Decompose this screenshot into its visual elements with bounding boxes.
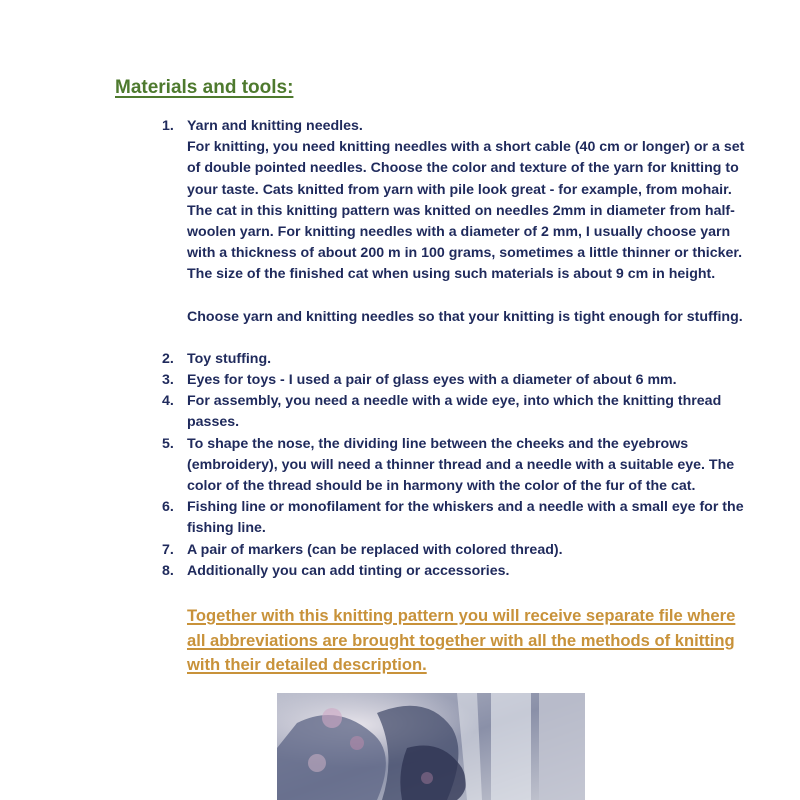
- list-item-text: Toy stuffing.: [187, 350, 272, 367]
- list-item: [162, 434, 752, 498]
- abbreviations-notice: Together with this knitting pattern you will receive separate file where all abbreviations are brought together with all the methods of knitting with their detailed description.: [187, 606, 736, 674]
- list-item-number: 5.: [162, 435, 174, 452]
- list-item-text: To shape the nose, the dividing line between the cheeks and the eyebrows (embroidery), you will need a thinner thread and a needle with a suitable eye. The color of the thread should be in harmony with the color of the fur of the cat.: [187, 435, 735, 495]
- list-item-text: Additionally you can add tinting or accessories.: [187, 562, 510, 579]
- list-item: [162, 116, 752, 328]
- list-item: [162, 370, 752, 391]
- list-item-number: 7.: [162, 541, 174, 558]
- list-item: [162, 349, 752, 370]
- list-item-number: 8.: [162, 562, 174, 579]
- list-item: [162, 561, 752, 582]
- list-item-text: Eyes for toys - I used a pair of glass eyes with a diameter of about 6 mm.: [187, 372, 677, 389]
- list-item-number: 4.: [162, 393, 174, 410]
- list-item-note: Choose yarn and knitting needles so that your knitting is tight enough for stuffing.: [187, 308, 743, 325]
- list-item-text: A pair of markers (can be replaced with colored thread).: [187, 541, 563, 558]
- list-item-text: For assembly, you need a needle with a wide eye, into which the knitting thread passes.: [187, 393, 722, 431]
- list-item: [162, 391, 752, 433]
- list-item-number: 1.: [162, 118, 174, 134]
- list-item-title: Yarn and knitting needles.: [187, 118, 363, 134]
- list-item-body: For knitting, you need knitting needles with a short cable (40 cm or longer) or a set of double pointed needles. Choose the color and texture of the yarn for knitting to your taste. Cats knitted from yarn with pile look great - for example, from mohair. The cat in this knitting pattern was knitted on needles 2mm in diameter from half-woolen yarn. For knitting needles with a diameter of 2 mm, I usually choose yarn with a thickness of about 200 m in 100 grams, sometimes a little thinner or thicker. The size of the finished cat when using such materials is about 9 cm in height.: [187, 139, 745, 283]
- section-heading: Materials and tools:: [115, 77, 294, 98]
- list-item-text: Fishing line or monofilament for the whiskers and a needle with a small eye for the fishing line.: [187, 499, 744, 537]
- list-item-number: 3.: [162, 372, 174, 389]
- list-item: [162, 540, 752, 561]
- photo-image: [277, 693, 585, 800]
- list-item: [162, 497, 752, 539]
- materials-list: [162, 116, 752, 582]
- list-item-number: 6.: [162, 499, 174, 516]
- cat-photo: [277, 693, 585, 800]
- list-item-number: 2.: [162, 350, 174, 367]
